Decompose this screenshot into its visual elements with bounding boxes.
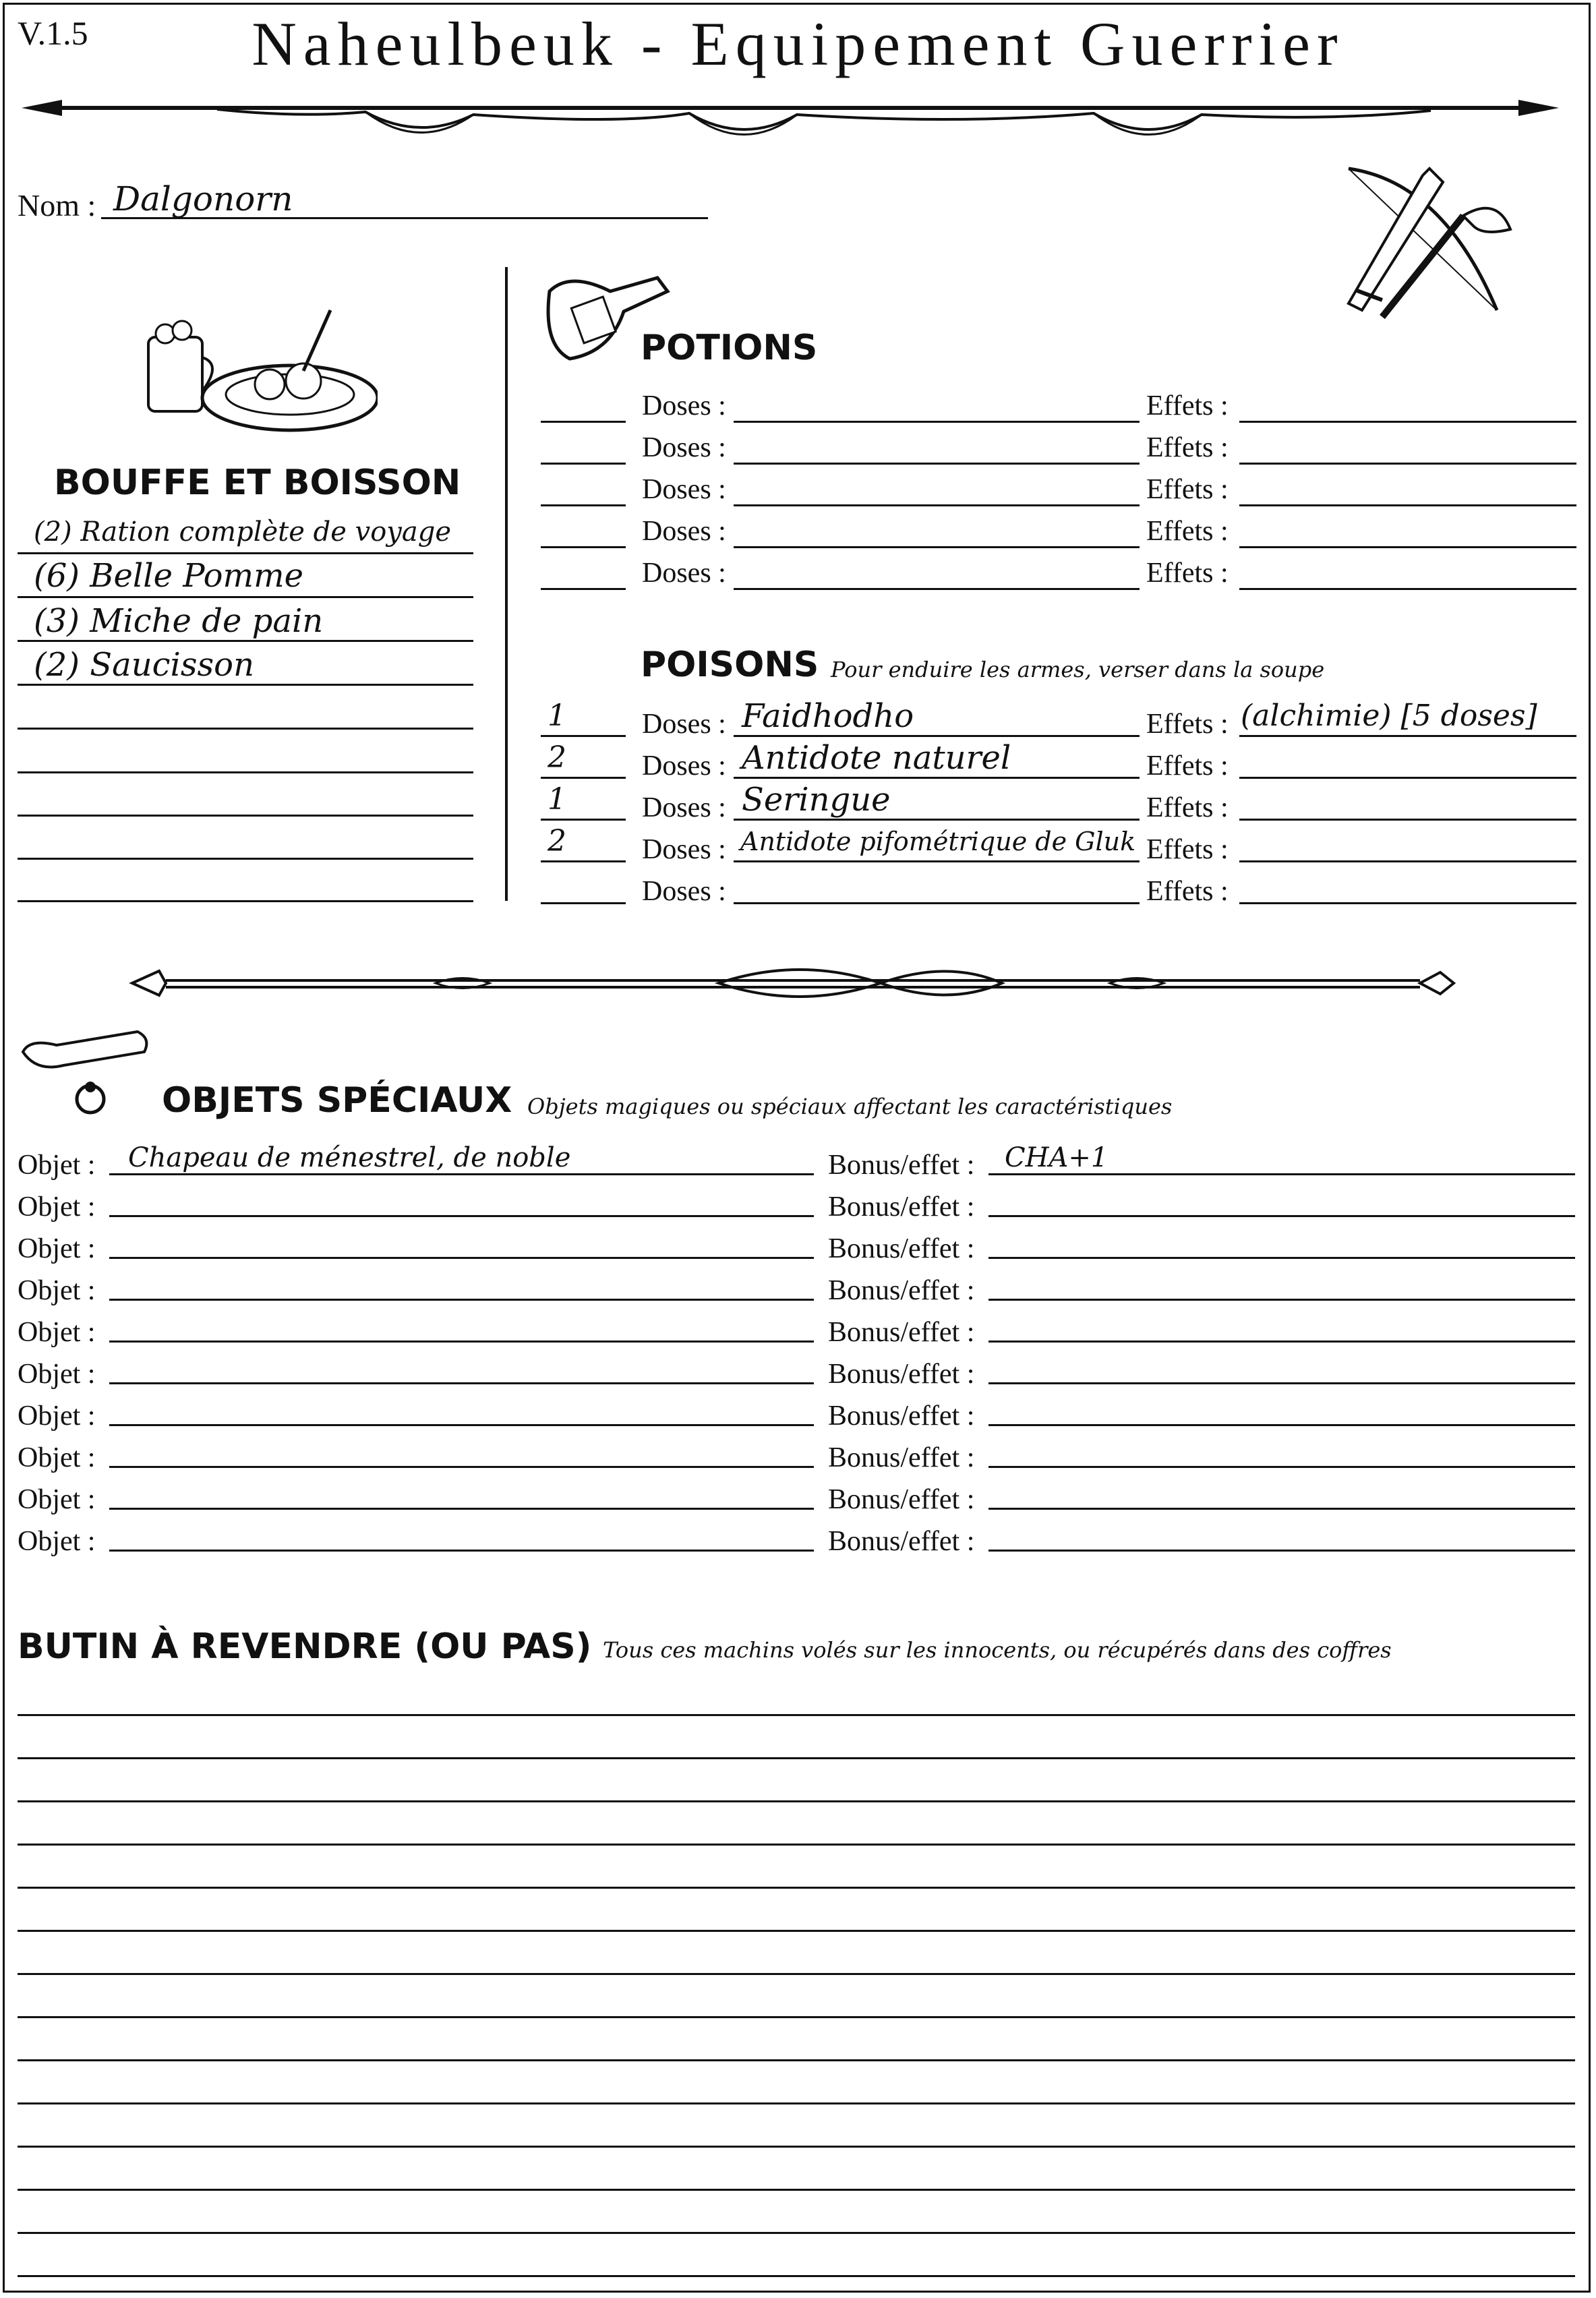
bonus-line xyxy=(988,1299,1575,1301)
effets-line[interactable] xyxy=(1239,588,1576,590)
bonus-line xyxy=(988,1257,1575,1259)
effets-label: Effets : xyxy=(1146,474,1229,505)
food-line xyxy=(18,684,473,686)
effets-line xyxy=(1239,902,1576,904)
bonus-line xyxy=(988,1466,1575,1468)
food-line xyxy=(18,596,473,598)
bonus-label: Bonus/effet : xyxy=(828,1484,975,1515)
effets-label: Effets : xyxy=(1146,709,1229,740)
loot-line[interactable] xyxy=(18,1757,1575,1759)
column-separator xyxy=(505,267,508,901)
food-heading: BOUFFE ET BOISSON xyxy=(54,463,461,503)
objet-line xyxy=(109,1550,814,1552)
poison-dose[interactable]: Seringue xyxy=(742,781,891,819)
poison-dose[interactable]: Antidote pifométrique de Gluk xyxy=(740,827,1136,856)
effets-line[interactable] xyxy=(1239,546,1576,548)
qty-line[interactable] xyxy=(541,463,626,465)
objet-line xyxy=(109,1173,814,1175)
objet-line xyxy=(109,1508,814,1510)
crossed-weapons-icon xyxy=(1328,155,1531,337)
effets-label: Effets : xyxy=(1146,558,1229,589)
scroll-ring-icon xyxy=(16,1025,158,1126)
doses-line[interactable] xyxy=(734,421,1140,423)
effets-label: Effets : xyxy=(1146,750,1229,782)
bonus-label: Bonus/effet : xyxy=(828,1359,975,1390)
doses-line[interactable] xyxy=(734,588,1140,590)
poison-qty[interactable]: 2 xyxy=(548,824,566,858)
qty-line xyxy=(541,860,626,862)
food-line xyxy=(18,771,473,773)
potions-heading: POTIONS xyxy=(641,328,818,368)
qty-line[interactable] xyxy=(541,546,626,548)
objet-line xyxy=(109,1466,814,1468)
bonus-label: Bonus/effet : xyxy=(828,1401,975,1432)
bonus-line xyxy=(988,1424,1575,1426)
loot-line[interactable] xyxy=(18,2102,1575,2104)
effets-label: Effets : xyxy=(1146,792,1229,823)
objet-label: Objet : xyxy=(18,1359,96,1390)
name-line xyxy=(101,217,708,219)
bonus-line xyxy=(988,1508,1575,1510)
doses-line xyxy=(734,860,1140,862)
poisons-subtitle: Pour enduire les armes, verser dans la soupe xyxy=(831,657,1325,682)
effets-line[interactable] xyxy=(1239,463,1576,465)
poison-effet[interactable]: (alchimie) [5 doses] xyxy=(1241,699,1537,733)
bonus-line xyxy=(988,1215,1575,1217)
special-subtitle: Objets magiques ou spéciaux affectant les caractéristiques xyxy=(527,1094,1173,1119)
objet-line xyxy=(109,1215,814,1217)
food-line xyxy=(18,900,473,902)
bonus-value[interactable]: CHA+1 xyxy=(1005,1142,1109,1173)
qty-line[interactable] xyxy=(541,421,626,423)
loot-line[interactable] xyxy=(18,1887,1575,1889)
effets-line xyxy=(1239,735,1576,737)
doses-label: Doses : xyxy=(642,558,726,589)
effets-line xyxy=(1239,860,1576,862)
doses-label: Doses : xyxy=(642,750,726,782)
doses-label: Doses : xyxy=(642,792,726,823)
bonus-label: Bonus/effet : xyxy=(828,1191,975,1222)
bonus-line xyxy=(988,1173,1575,1175)
effets-line[interactable] xyxy=(1239,421,1576,423)
loot-line[interactable] xyxy=(18,2189,1575,2191)
food-item-4[interactable]: (2) Saucisson xyxy=(34,646,254,684)
poison-qty[interactable]: 1 xyxy=(548,782,566,817)
food-line xyxy=(18,640,473,642)
bonus-line xyxy=(988,1382,1575,1384)
staff-divider-icon xyxy=(125,956,1460,1010)
objet-label: Objet : xyxy=(18,1150,96,1181)
food-item-3[interactable]: (3) Miche de pain xyxy=(34,602,324,640)
loot-line[interactable] xyxy=(18,1844,1575,1846)
food-line xyxy=(18,552,473,554)
objet-value[interactable]: Chapeau de ménestrel, de noble xyxy=(128,1142,571,1173)
bonus-label: Bonus/effet : xyxy=(828,1233,975,1264)
bonus-label: Bonus/effet : xyxy=(828,1317,975,1348)
objet-line xyxy=(109,1257,814,1259)
food-line xyxy=(18,858,473,860)
bonus-label: Bonus/effet : xyxy=(828,1526,975,1557)
doses-label: Doses : xyxy=(642,432,726,463)
effets-line[interactable] xyxy=(1239,504,1576,506)
doses-label: Doses : xyxy=(642,390,726,421)
loot-line[interactable] xyxy=(18,2232,1575,2234)
objet-line xyxy=(109,1424,814,1426)
bonus-label: Bonus/effet : xyxy=(828,1275,975,1306)
loot-line[interactable] xyxy=(18,1930,1575,1932)
doses-label: Doses : xyxy=(642,474,726,505)
doses-line xyxy=(734,777,1140,779)
bonus-line xyxy=(988,1340,1575,1343)
name-value[interactable]: Dalgonorn xyxy=(113,179,293,218)
effets-label: Effets : xyxy=(1146,834,1229,865)
poisons-heading: POISONS xyxy=(641,645,819,685)
effets-label: Effets : xyxy=(1146,432,1229,463)
effets-line xyxy=(1239,819,1576,821)
qty-line[interactable] xyxy=(541,504,626,506)
qty-line xyxy=(541,735,626,737)
effets-label: Effets : xyxy=(1146,390,1229,421)
loot-line[interactable] xyxy=(18,2016,1575,2018)
objet-label: Objet : xyxy=(18,1526,96,1557)
doses-line xyxy=(734,902,1140,904)
food-plate-icon xyxy=(135,297,378,438)
doses-line[interactable] xyxy=(734,546,1140,548)
spear-divider-icon xyxy=(15,88,1566,148)
version-label: V.1.5 xyxy=(18,14,88,52)
food-item-2[interactable]: (6) Belle Pomme xyxy=(34,557,303,595)
doses-label: Doses : xyxy=(642,876,726,907)
doses-label: Doses : xyxy=(642,834,726,865)
effets-line xyxy=(1239,777,1576,779)
food-line xyxy=(18,815,473,817)
name-label: Nom : xyxy=(18,188,96,223)
poison-dose[interactable]: Faidhodho xyxy=(742,697,914,735)
qty-line xyxy=(541,777,626,779)
doses-line xyxy=(734,735,1140,737)
doses-line[interactable] xyxy=(734,504,1140,506)
objet-label: Objet : xyxy=(18,1484,96,1515)
doses-line xyxy=(734,819,1140,821)
loot-line[interactable] xyxy=(18,2275,1575,2277)
doses-line[interactable] xyxy=(734,463,1140,465)
poison-qty[interactable]: 2 xyxy=(548,740,566,775)
objet-line xyxy=(109,1340,814,1343)
qty-line[interactable] xyxy=(541,588,626,590)
objet-line xyxy=(109,1382,814,1384)
bonus-label: Bonus/effet : xyxy=(828,1150,975,1181)
loot-line[interactable] xyxy=(18,1714,1575,1716)
special-heading: OBJETS SPÉCIAUX xyxy=(162,1080,512,1121)
loot-subtitle: Tous ces machins volés sur les innocents, ou récupérés dans des coffres xyxy=(603,1637,1392,1663)
effets-label: Effets : xyxy=(1146,516,1229,547)
objet-label: Objet : xyxy=(18,1233,96,1264)
objet-label: Objet : xyxy=(18,1401,96,1432)
loot-heading: BUTIN À REVENDRE (OU PAS) xyxy=(18,1626,592,1667)
poison-qty[interactable]: 1 xyxy=(548,699,566,733)
qty-line xyxy=(541,819,626,821)
loot-line[interactable] xyxy=(18,1800,1575,1802)
food-item-1[interactable]: (2) Ration complète de voyage xyxy=(34,517,452,548)
poison-dose[interactable]: Antidote naturel xyxy=(742,739,1011,777)
loot-line[interactable] xyxy=(18,2146,1575,2148)
food-line xyxy=(18,728,473,730)
objet-label: Objet : xyxy=(18,1275,96,1306)
loot-line[interactable] xyxy=(18,2059,1575,2061)
objet-label: Objet : xyxy=(18,1191,96,1222)
bonus-label: Bonus/effet : xyxy=(828,1442,975,1473)
effets-label: Effets : xyxy=(1146,876,1229,907)
objet-line xyxy=(109,1299,814,1301)
objet-label: Objet : xyxy=(18,1442,96,1473)
doses-label: Doses : xyxy=(642,516,726,547)
bonus-line xyxy=(988,1550,1575,1552)
doses-label: Doses : xyxy=(642,709,726,740)
loot-line[interactable] xyxy=(18,1973,1575,1975)
qty-line xyxy=(541,902,626,904)
objet-label: Objet : xyxy=(18,1317,96,1348)
page-title: Naheulbeuk - Equipement Guerrier xyxy=(252,9,1344,78)
